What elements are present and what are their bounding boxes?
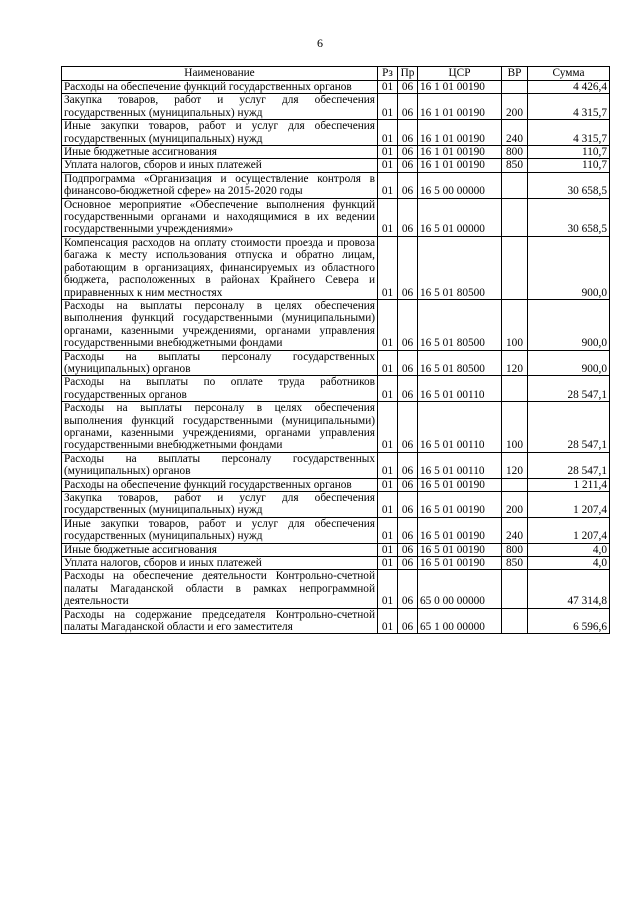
table-row [62,94,610,120]
table-row [62,172,610,198]
cell-pr: 06 [398,198,418,236]
table-row [62,452,610,478]
cell-vr [502,608,528,634]
page-number: 6 [317,36,323,50]
cell-vr: 120 [502,452,528,478]
cell-sum: 4 315,7 [528,120,610,146]
table-row [62,350,610,376]
cell-vr [502,81,528,94]
cell-vr [502,236,528,299]
cell-csr: 16 1 01 00190 [418,146,502,159]
cell-vr: 100 [502,402,528,453]
cell-vr [502,570,528,608]
cell-vr: 850 [502,557,528,570]
cell-pr: 06 [398,570,418,608]
cell-rz: 01 [378,376,398,402]
table-row [62,570,610,608]
budget-table [61,66,610,634]
cell-sum: 30 658,5 [528,198,610,236]
cell-name: Подпрограмма «Организация и осуществление контроля в финансово-бюджетной сфере» на 2015-2020 годы [62,172,378,198]
cell-vr [502,172,528,198]
cell-csr: 16 1 01 00190 [418,94,502,120]
cell-pr: 06 [398,236,418,299]
table-row [62,120,610,146]
cell-pr: 06 [398,517,418,543]
cell-pr: 06 [398,402,418,453]
cell-vr [502,376,528,402]
cell-sum: 1 207,4 [528,492,610,518]
table-row [62,236,610,299]
cell-pr: 06 [398,478,418,491]
cell-name: Основное мероприятие «Обеспечение выполнения функций государственными органами и находящимися в их ведении государственными учреждениями» [62,198,378,236]
cell-pr: 06 [398,81,418,94]
table-row [62,492,610,518]
cell-rz: 01 [378,517,398,543]
cell-rz: 01 [378,81,398,94]
header-vr: ВР [502,67,528,81]
cell-name: Закупка товаров, работ и услуг для обеспечения государственных (муниципальных) нужд [62,94,378,120]
cell-sum: 4 426,4 [528,81,610,94]
cell-sum: 1 207,4 [528,517,610,543]
cell-pr: 06 [398,94,418,120]
cell-rz: 01 [378,478,398,491]
cell-vr: 800 [502,146,528,159]
cell-rz: 01 [378,120,398,146]
table-row [62,543,610,556]
header-csr: ЦСР [418,67,502,81]
table-row [62,376,610,402]
cell-pr: 06 [398,146,418,159]
table-body [62,81,610,634]
cell-name: Иные закупки товаров, работ и услуг для обеспечения государственных (муниципальных) нужд [62,120,378,146]
cell-rz: 01 [378,350,398,376]
cell-vr: 240 [502,120,528,146]
cell-name: Расходы на обеспечение деятельности Контрольно-счетной палаты Магаданской области в рамках непрограммной деятельности [62,570,378,608]
cell-csr: 16 5 01 00110 [418,452,502,478]
cell-name: Уплата налогов, сборов и иных платежей [62,159,378,172]
cell-name: Компенсация расходов на оплату стоимости проезда и провоза багажа к месту использования отпуска и обратно лицам, работающим в организациях, финансируемых из областного бюджета, расположенных в районах Крайнего Севера и приравненных к ним местностях [62,236,378,299]
table-row [62,517,610,543]
cell-name: Расходы на выплаты персоналу в целях обеспечения выполнения функций государственными (муниципальными) органами, казенными учреждениями, органами управления государственными внебюджетными фондами [62,402,378,453]
table-header-row [62,67,610,81]
cell-rz: 01 [378,159,398,172]
cell-sum: 4 315,7 [528,94,610,120]
cell-sum: 900,0 [528,236,610,299]
cell-sum: 28 547,1 [528,452,610,478]
cell-csr: 16 1 01 00190 [418,159,502,172]
cell-sum: 4,0 [528,557,610,570]
cell-csr: 16 5 01 00110 [418,402,502,453]
table-row [62,299,610,350]
cell-rz: 01 [378,557,398,570]
header-name: Наименование [62,67,378,81]
cell-rz: 01 [378,236,398,299]
cell-sum: 6 596,6 [528,608,610,634]
cell-csr: 16 5 01 00190 [418,517,502,543]
table-row [62,198,610,236]
cell-name: Уплата налогов, сборов и иных платежей [62,557,378,570]
cell-sum: 900,0 [528,299,610,350]
cell-vr: 200 [502,492,528,518]
cell-csr: 16 5 01 00110 [418,376,502,402]
cell-name: Расходы на выплаты персоналу в целях обеспечения выполнения функций государственными (муниципальными) органами, казенными учреждениями, органами управления государственными внебюджетными фондами [62,299,378,350]
cell-pr: 06 [398,492,418,518]
cell-rz: 01 [378,608,398,634]
cell-name: Расходы на обеспечение функций государственных органов [62,478,378,491]
cell-csr: 65 0 00 00000 [418,570,502,608]
cell-name: Расходы на выплаты по оплате труда работников государственных органов [62,376,378,402]
cell-sum: 900,0 [528,350,610,376]
cell-vr: 800 [502,543,528,556]
cell-vr: 850 [502,159,528,172]
cell-vr: 100 [502,299,528,350]
cell-rz: 01 [378,452,398,478]
cell-pr: 06 [398,299,418,350]
cell-csr: 16 5 00 00000 [418,172,502,198]
table-row [62,146,610,159]
table-row [62,402,610,453]
cell-pr: 06 [398,608,418,634]
cell-name: Расходы на выплаты персоналу государственных (муниципальных) органов [62,350,378,376]
table-row [62,478,610,491]
cell-vr: 240 [502,517,528,543]
cell-name: Иные бюджетные ассигнования [62,543,378,556]
cell-sum: 110,7 [528,159,610,172]
cell-pr: 06 [398,159,418,172]
cell-sum: 4,0 [528,543,610,556]
cell-rz: 01 [378,570,398,608]
cell-rz: 01 [378,146,398,159]
header-pr: Пр [398,67,418,81]
cell-csr: 65 1 00 00000 [418,608,502,634]
cell-name: Расходы на обеспечение функций государственных органов [62,81,378,94]
cell-name: Расходы на содержание председателя Контрольно-счетной палаты Магаданской области и его заместителя [62,608,378,634]
header-rz: Рз [378,67,398,81]
cell-vr [502,478,528,491]
cell-name: Расходы на выплаты персоналу государственных (муниципальных) органов [62,452,378,478]
cell-csr: 16 5 01 80500 [418,350,502,376]
cell-rz: 01 [378,299,398,350]
cell-rz: 01 [378,172,398,198]
cell-csr: 16 1 01 00190 [418,120,502,146]
table-row [62,608,610,634]
cell-pr: 06 [398,376,418,402]
cell-pr: 06 [398,120,418,146]
cell-pr: 06 [398,350,418,376]
table-row [62,81,610,94]
cell-csr: 16 5 01 80500 [418,299,502,350]
cell-vr: 200 [502,94,528,120]
cell-csr: 16 5 01 80500 [418,236,502,299]
cell-rz: 01 [378,492,398,518]
cell-csr: 16 5 01 00190 [418,557,502,570]
cell-csr: 16 5 01 00190 [418,492,502,518]
table-row [62,159,610,172]
cell-csr: 16 5 01 00190 [418,478,502,491]
cell-sum: 28 547,1 [528,376,610,402]
cell-sum: 47 314,8 [528,570,610,608]
cell-vr: 120 [502,350,528,376]
cell-pr: 06 [398,543,418,556]
cell-pr: 06 [398,452,418,478]
table-row [62,557,610,570]
cell-rz: 01 [378,402,398,453]
cell-name: Иные бюджетные ассигнования [62,146,378,159]
cell-pr: 06 [398,557,418,570]
cell-rz: 01 [378,94,398,120]
cell-rz: 01 [378,198,398,236]
cell-rz: 01 [378,543,398,556]
cell-name: Закупка товаров, работ и услуг для обеспечения государственных (муниципальных) нужд [62,492,378,518]
cell-sum: 110,7 [528,146,610,159]
cell-csr: 16 5 01 00190 [418,543,502,556]
cell-csr: 16 1 01 00190 [418,81,502,94]
cell-csr: 16 5 01 00000 [418,198,502,236]
header-sum: Сумма [528,67,610,81]
cell-sum: 1 211,4 [528,478,610,491]
cell-vr [502,198,528,236]
cell-pr: 06 [398,172,418,198]
cell-sum: 30 658,5 [528,172,610,198]
cell-name: Иные закупки товаров, работ и услуг для обеспечения государственных (муниципальных) нужд [62,517,378,543]
cell-sum: 28 547,1 [528,402,610,453]
